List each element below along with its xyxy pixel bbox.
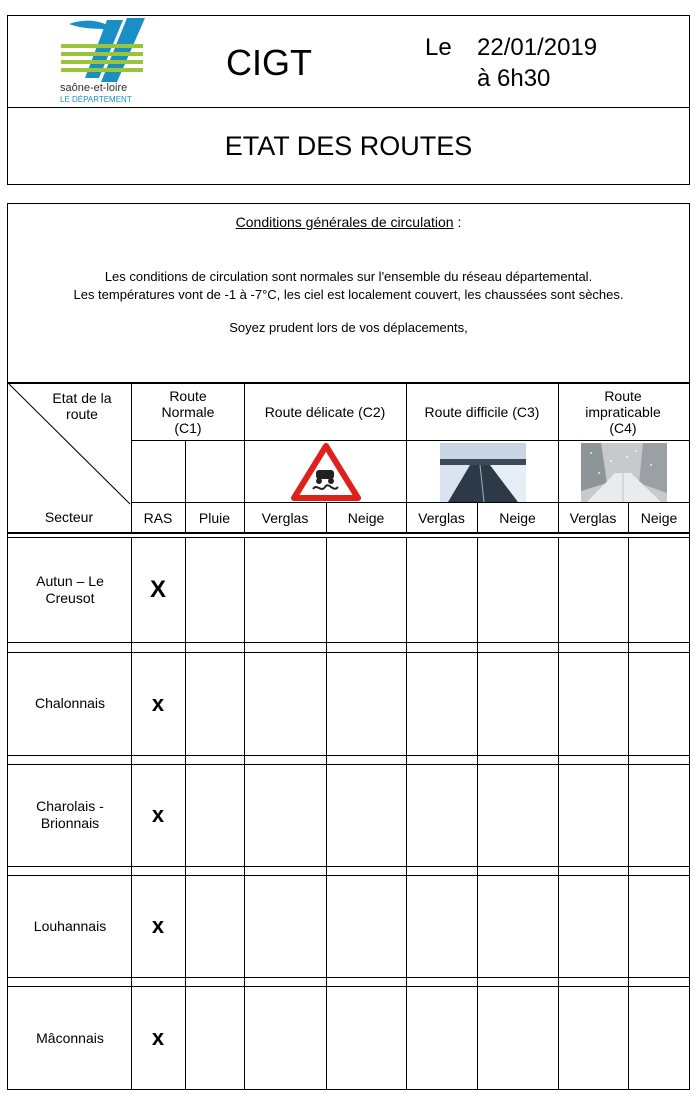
sector-label: Charolais - Brionnais: [36, 798, 104, 831]
conditions-line-1: Les conditions de circulation sont normales sur l'ensemble du réseau départemental.: [104, 269, 593, 284]
snowstorm-road-photo: [581, 443, 667, 502]
row-mark-ras: x: [151, 690, 165, 716]
row-mark-ras: x: [151, 802, 165, 827]
col-header-c3-neige: Neige: [499, 510, 536, 526]
col-header-c4-verglas: Verglas: [569, 510, 617, 526]
page-title: ETAT DES ROUTES: [224, 131, 473, 161]
col-header-c2-neige: Neige: [347, 510, 385, 526]
sector-label: Chalonnais: [34, 695, 106, 711]
row-mark-ras: x: [151, 1025, 165, 1050]
col-header-c3-verglas: Verglas: [418, 510, 465, 526]
group-header-c3: Route difficile (C3): [424, 404, 540, 420]
col-header-ras: RAS: [143, 510, 173, 526]
corner-header-etat: Etat de la route: [52, 390, 112, 422]
row-mark-ras: X: [149, 575, 166, 603]
conditions-heading: [7, 214, 690, 230]
col-header-c2-verglas: Verglas: [261, 510, 309, 526]
sector-label: Mâconnais: [36, 1029, 104, 1046]
sector-label: Louhannais: [33, 917, 107, 934]
report-date: 22/01/2019: [477, 34, 598, 61]
group-header-c1: Route Normale (C1): [161, 388, 215, 436]
col-header-pluie: Pluie: [198, 510, 231, 526]
conditions-line-2: Les températures vont de -1 à -7°C, les ciel est localement couvert, les chaussées sont sèches.: [73, 287, 624, 302]
row-mark-ras: x: [151, 913, 165, 938]
conditions-heading-colon: :: [457, 214, 462, 230]
conditions-heading-text: Conditions générales de circulation: [235, 214, 454, 230]
conditions-line-3: Soyez prudent lors de vos déplacements,: [229, 320, 468, 335]
slippery-road-warning-icon: [291, 443, 361, 501]
sector-label: Autun – Le Creusot: [36, 572, 104, 606]
app-title: CIGT: [226, 42, 312, 83]
group-header-c2: Route délicate (C2): [264, 404, 386, 420]
logo-text-1: saône-et-loire: [60, 82, 128, 94]
col-header-c4-neige: Neige: [640, 510, 678, 526]
report-time: à 6h30: [477, 65, 551, 92]
group-header-c4: Route impraticable (C4): [585, 388, 661, 436]
date-prefix: Le: [425, 34, 452, 61]
logo-text-2: LE DÉPARTEMENT: [60, 95, 132, 104]
corner-header-secteur: Secteur: [44, 509, 94, 525]
department-logo: [55, 16, 150, 106]
snowy-road-photo: [440, 443, 526, 502]
